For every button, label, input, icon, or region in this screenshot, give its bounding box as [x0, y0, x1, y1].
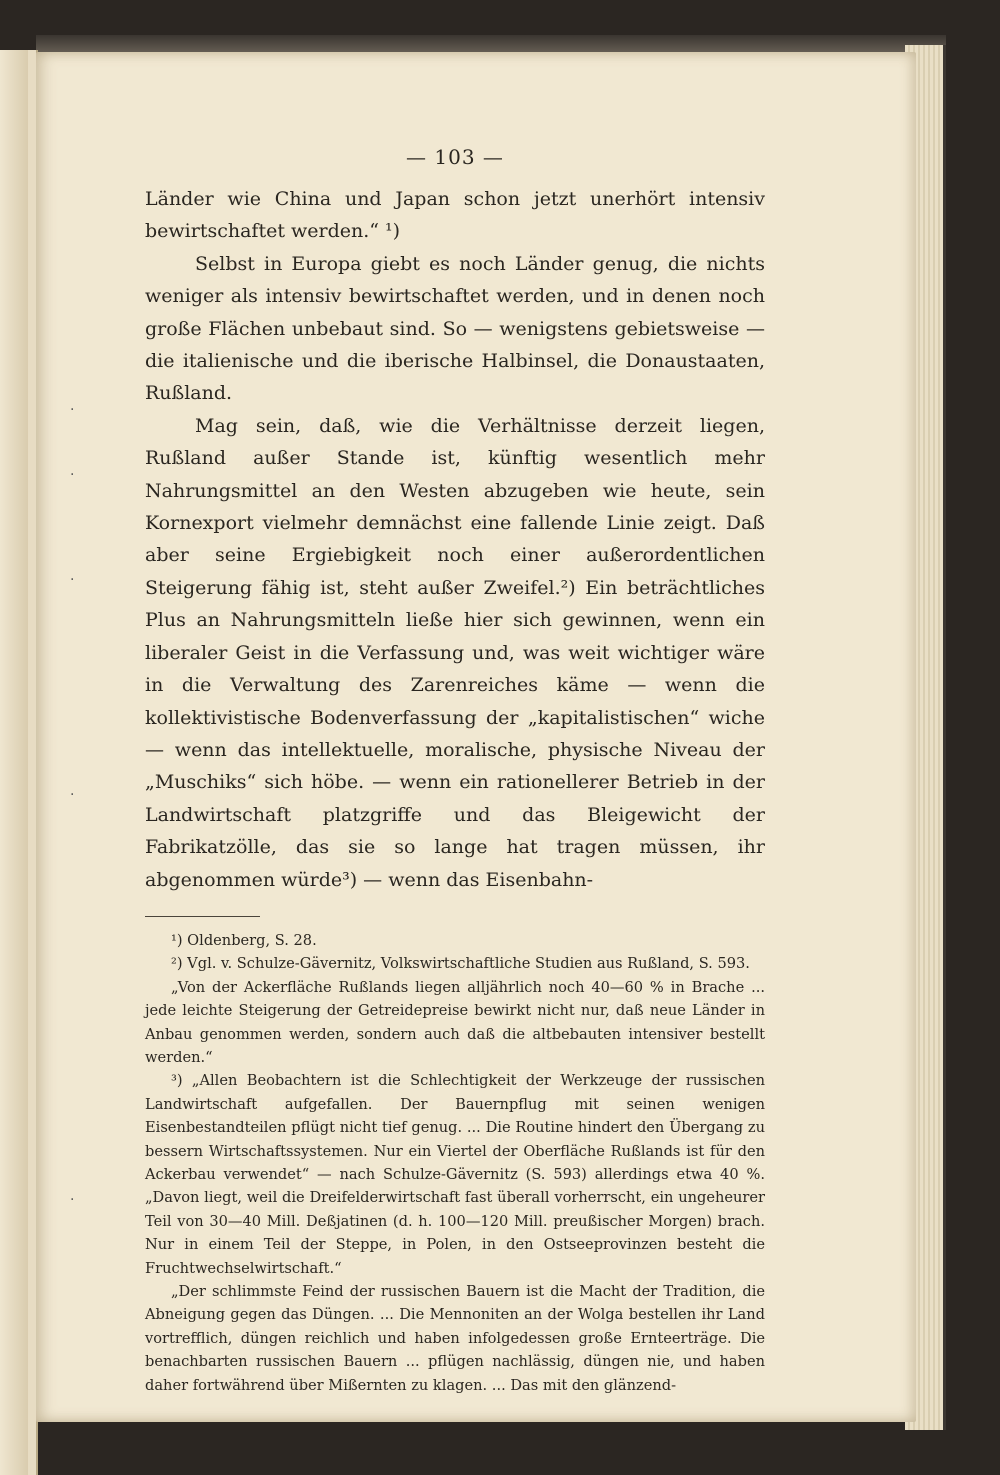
margin-mark: ·: [70, 787, 75, 803]
margin-mark: ·: [70, 467, 75, 483]
paragraph: Mag sein, daß, wie die Verhältnisse derzeit liegen, Rußland außer Stande ist, künftig wesentlich mehr Nahrungsmittel an den Westen abzugeben wie heute, sein Kornexport vielmehr demnächst eine fallende Linie zeigt. Daß aber seine Ergiebigkeit noch einer außerordentlichen Steigerung fähig ist, steht außer Zweifel.²) Ein beträchtliches Plus an Nahrungsmitteln ließe hier sich gewinnen, wenn ein liberaler Geist in die Verfassung und, was weit wichtiger wäre in die Verwaltung des Zarenreiches käme — wenn die kollektivistische Bodenverfassung der „kapitalistischen“ wiche — wenn das intellektuelle, moralische, physische Niveau der „Muschiks“ sich höbe. — wenn ein rationellerer Betrieb in der Landwirtschaft platzgriffe und das Bleigewicht der Fabrikatzölle, das sie so lange hat tragen müssen, ihr abgenommen würde³) — wenn das Eisenbahn-: [145, 414, 765, 891]
paragraph: Länder wie China und Japan schon jetzt unerhört intensiv bewirtschaftet werden.“ ¹): [145, 188, 765, 243]
text-block: [145, 145, 765, 1397]
margin-mark: ·: [70, 402, 75, 418]
footnote: „Der schlimmste Feind der russischen Bauern ist die Macht der Tradition, die Abneigung gegen das Düngen. ... Die Mennoniten an der Wolga bestellen ihr Land vortrefflich, düngen reichlich und haben infolgedessen große Ernteerträge. Die benachbarten russischen Bauern ... pflügen nachlässig, düngen nie, und haben daher fortwährend über Mißernten zu klagen. ... Das mit den glänzend-: [145, 1283, 765, 1394]
footnote: „Von der Ackerfläche Rußlands liegen alljährlich noch 40—60 % in Brache ... jede leichte Steigerung der Getreidepreise bewirkt nicht nur, daß neue Länder in Anbau genommen werden, sondern auch daß die altbebauten intensiver bestellt werden.“: [145, 978, 765, 1066]
footnote: ³) „Allen Beobachtern ist die Schlechtigkeit der Werkzeuge der russischen Landwirtschaft aufgefallen. Der Bauernpflug mit seinen wenigen Eisenbestandteilen pflügt nicht tief genug. ... Die Routine hindert den Übergang zu bessern Wirtschaftssystemen. Nur ein Viertel der Oberfläche Rußlands ist für den Ackerbau verwendet“ — nach Schulze-Gävernitz (S. 593) allerdings etwa 40 %. „Davon liegt, weil die Dreifelderwirtschaft fast überall vorherrscht, ein ungeheurer Teil von 30—40 Mill. Deßjatinen (d. h. 100—120 Mill. preußischer Morgen) brach. Nur in einem Teil der Steppe, in Polen, in den Ostseeprovinzen besteht die Fruchtwechselwirtschaft.“: [145, 1072, 765, 1277]
margin-marks: [70, 402, 82, 1208]
footnote-divider: [145, 916, 260, 917]
body-text: [145, 183, 765, 896]
facing-page-edge: [0, 50, 38, 1475]
footnotes: [145, 929, 765, 1397]
margin-mark: ·: [70, 1192, 75, 1208]
paragraph: Selbst in Europa giebt es noch Länder genug, die nichts weniger als intensiv bewirtschaftet werden, und in denen noch große Flächen unbebaut sind. So — wenigstens gebietsweise — die italienische und die iberische Halbinsel, die Donaustaaten, Rußland.: [145, 252, 765, 405]
margin-mark: ·: [70, 572, 75, 588]
footnote: ²) Vgl. v. Schulze-Gävernitz, Volkswirtschaftliche Studien aus Rußland, S. 593.: [171, 955, 750, 973]
footnote: ¹) Oldenberg, S. 28.: [171, 931, 317, 949]
page-number: — 103 —: [406, 145, 504, 169]
